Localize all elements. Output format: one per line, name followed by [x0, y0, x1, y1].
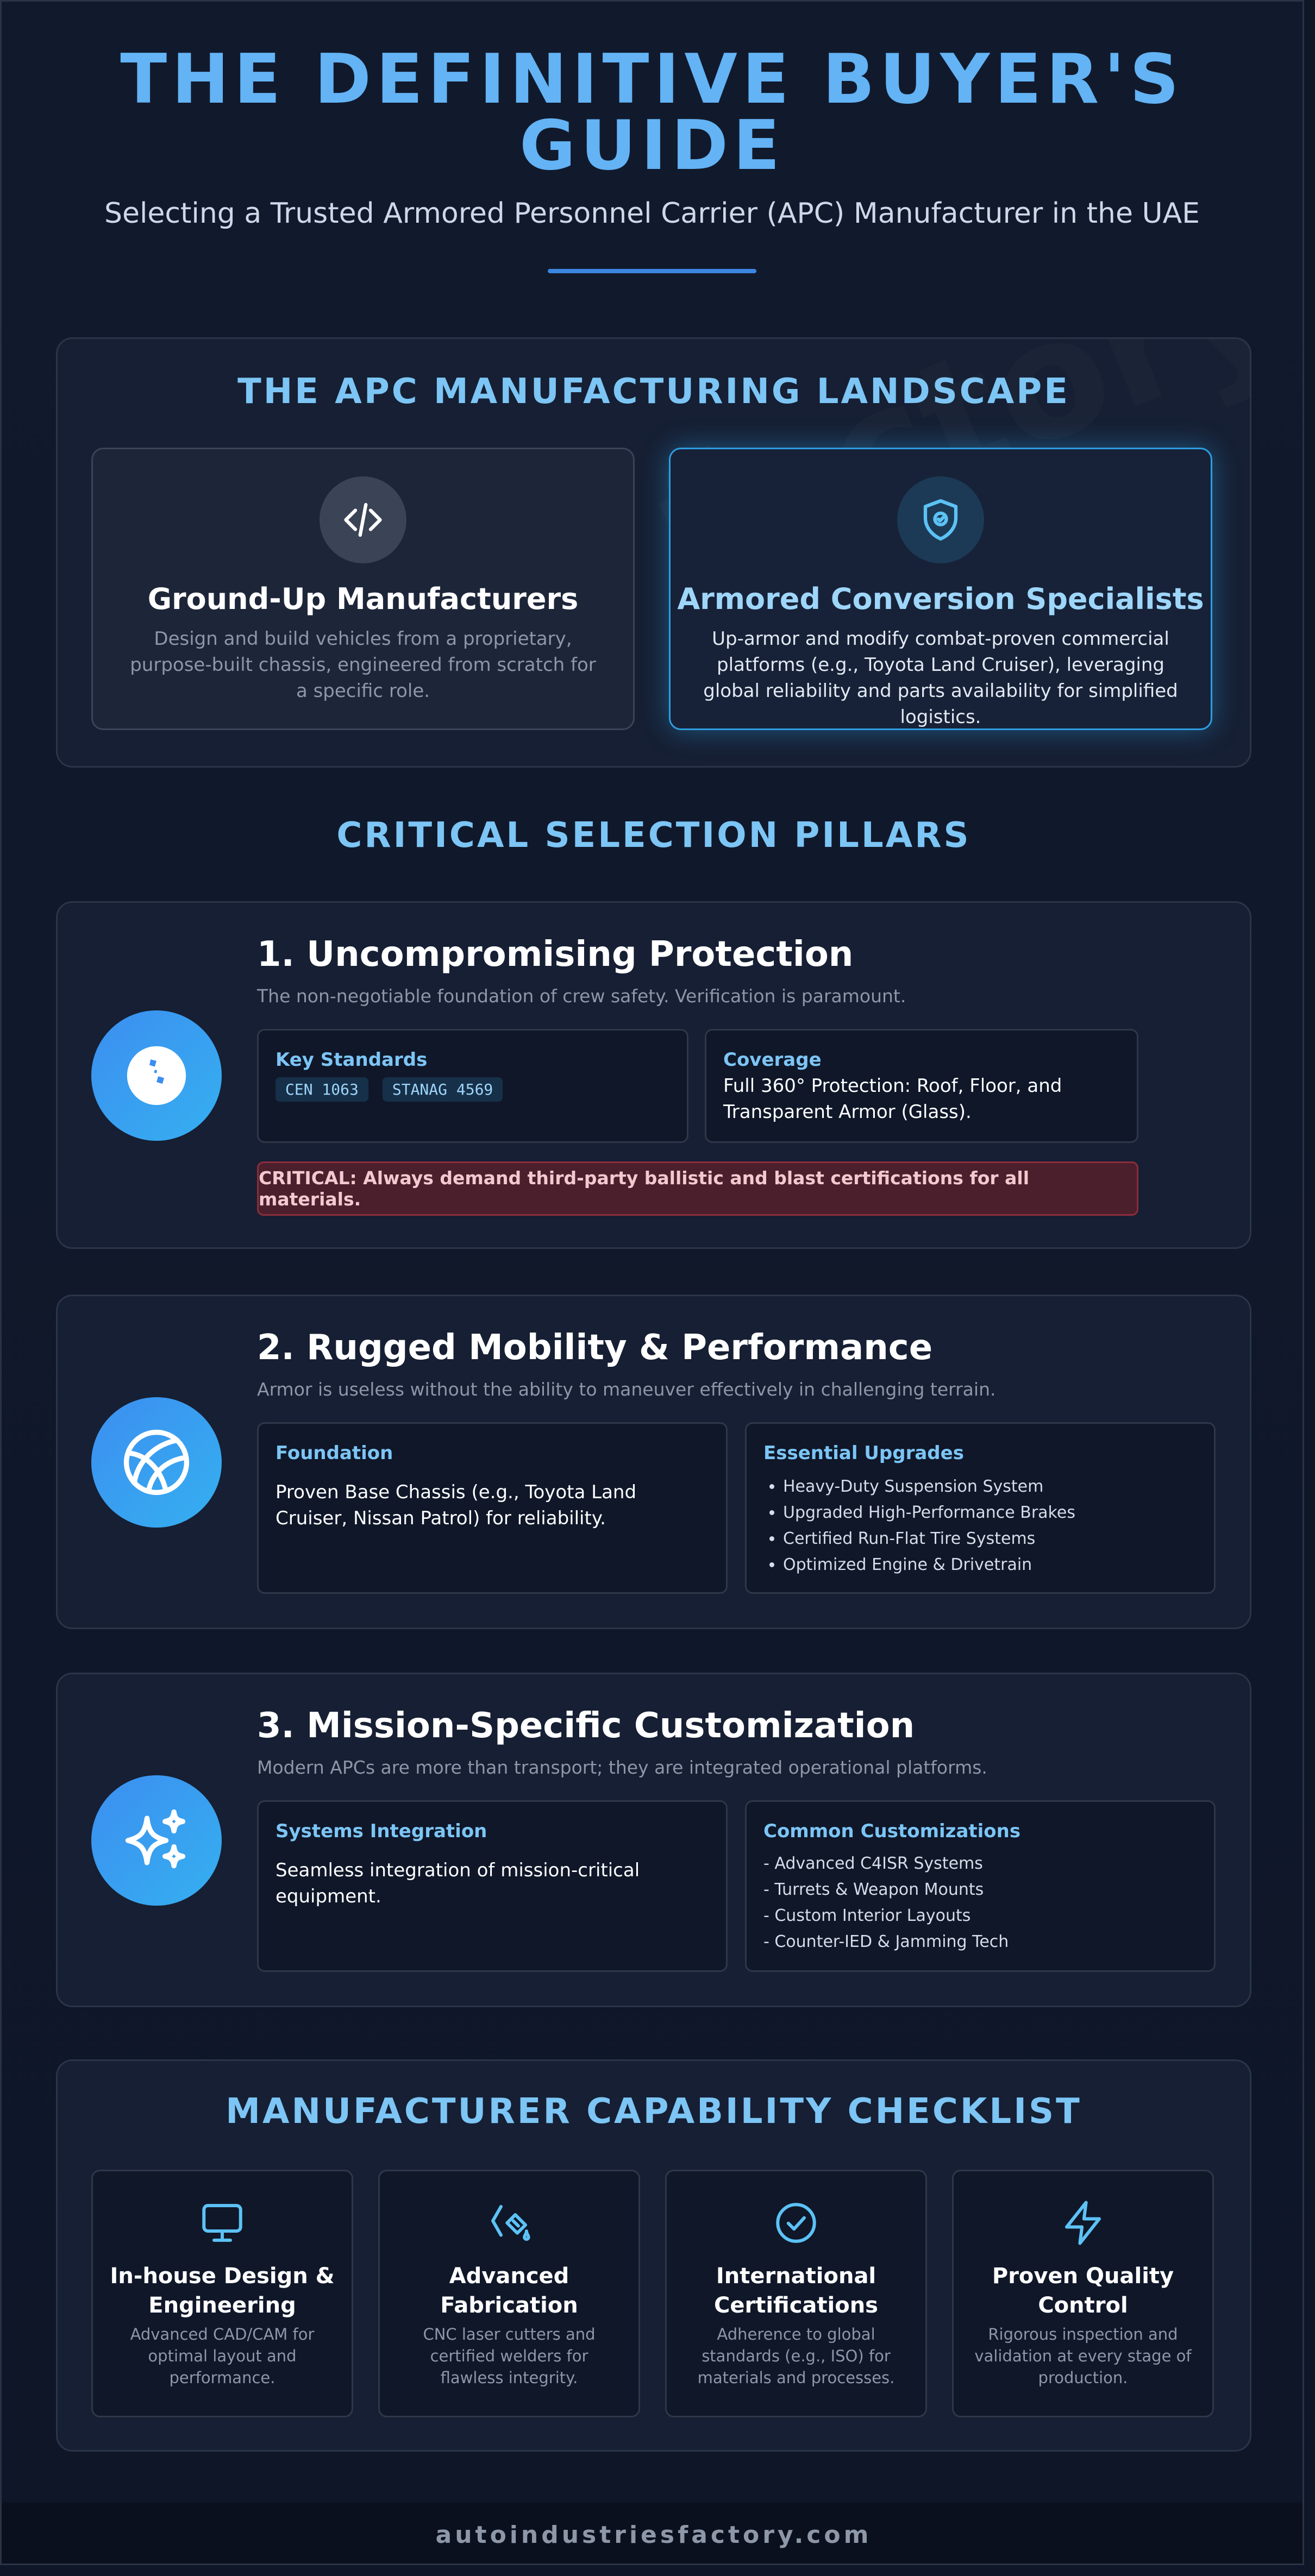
capability-checklist — [56, 2059, 1251, 2452]
landscape-title: THE APC MANUFACTURING LANDSCAPE — [237, 372, 1070, 412]
pillar-title: 2. Rugged Mobility & Performance — [257, 1328, 933, 1368]
monitor-icon — [198, 2198, 247, 2247]
sparkles-icon — [91, 1775, 222, 1906]
compass-icon — [91, 1010, 222, 1141]
pillar-mobility — [56, 1295, 1251, 1629]
standard-tag: STANAG 4569 — [383, 1077, 503, 1102]
page-subtitle: Selecting a Trusted Armored Personnel Carrier (APC) Manufacturer in the UAE — [104, 197, 1200, 230]
pillar-description: The non-negotiable foundation of crew safety. Verification is paramount. — [257, 985, 906, 1007]
box-label: Coverage — [723, 1049, 822, 1071]
list-item: • Optimized Engine & Drivetrain — [783, 1552, 1197, 1578]
box-text: Proven Base Chassis (e.g., Toyota Land Cruiser, Nissan Patrol) for reliability. — [275, 1481, 637, 1529]
checklist-card — [91, 2170, 353, 2417]
checklist-card-title: Advanced Fabrication — [440, 2264, 578, 2318]
checklist-card-title: Proven Quality Control — [992, 2264, 1174, 2318]
key-standards-box — [257, 1029, 688, 1143]
card-text: Up-armor and modify combat-proven commercial platforms (e.g., Toyota Land Cruiser), leveraging global reliability and parts availability for simplified logistics. — [703, 628, 1178, 728]
box-label: Common Customizations — [763, 1820, 1021, 1842]
checklist-card — [665, 2170, 927, 2417]
footer-domain: autoindustriesfactory.com — [2, 2503, 1304, 2565]
shield-icon — [897, 476, 984, 563]
checklist-card-text: Advanced CAD/CAM for optimal layout and performance. — [130, 2325, 315, 2387]
title-divider — [548, 269, 756, 273]
checklist-card-text: CNC laser cutters and certified welders for flawless integrity. — [423, 2325, 596, 2387]
pillar-title: 1. Uncompromising Protection — [257, 934, 854, 975]
box-label: Essential Upgrades — [763, 1442, 964, 1464]
common-customizations-box — [745, 1800, 1216, 1972]
lightning-icon — [1059, 2198, 1107, 2247]
list-item: • Heavy-Duty Suspension System — [783, 1474, 1197, 1500]
checklist-title: MANUFACTURER CAPABILITY CHECKLIST — [226, 2091, 1082, 2132]
pillar-customization — [56, 1673, 1251, 2007]
card-text: Design and build vehicles from a proprietary, purpose-built chassis, engineered from scratch for a specific role. — [130, 628, 596, 702]
list-item: - Custom Interior Layouts — [763, 1906, 971, 1925]
list-item: - Advanced C4ISR Systems — [763, 1854, 983, 1873]
box-text: Seamless integration of mission-critical equipment. — [275, 1859, 640, 1907]
foundation-box — [257, 1422, 728, 1594]
card-title: Ground-Up Manufacturers — [147, 582, 579, 616]
box-label: Foundation — [275, 1442, 393, 1464]
coverage-box — [705, 1029, 1138, 1143]
checklist-card-title: In-house Design & Engineering — [110, 2264, 335, 2318]
landscape-panel — [56, 337, 1251, 768]
check-circle-icon — [772, 2198, 821, 2247]
pillar-title: 3. Mission-Specific Customization — [257, 1706, 915, 1746]
critical-warning: CRITICAL: Always demand third-party ballistic and blast certifications for all materials. — [257, 1161, 1138, 1216]
code-icon — [320, 476, 406, 563]
list-item: • Upgraded High-Performance Brakes — [783, 1500, 1197, 1526]
box-label: Key Standards — [275, 1049, 428, 1071]
ground-up-card — [91, 448, 635, 730]
essential-upgrades-box — [745, 1422, 1216, 1594]
pillar-description: Modern APCs are more than transport; they are integrated operational platforms. — [257, 1757, 987, 1778]
list-item: - Counter-IED & Jamming Tech — [763, 1932, 1009, 1951]
checklist-card-title: International Certifications — [714, 2264, 878, 2318]
pillar-protection — [56, 901, 1251, 1249]
conversion-card — [669, 448, 1212, 730]
card-title: Armored Conversion Specialists — [677, 582, 1204, 616]
ball-icon — [91, 1397, 222, 1528]
page-title: THE DEFINITIVE BUYER'S GUIDE — [120, 39, 1184, 185]
paint-bucket-icon — [485, 2198, 534, 2247]
box-label: Systems Integration — [275, 1820, 487, 1842]
checklist-card-text: Adherence to global standards (e.g., ISO) for materials and processes. — [697, 2325, 895, 2387]
pillars-title: CRITICAL SELECTION PILLARS — [336, 815, 971, 856]
list-item: • Certified Run-Flat Tire Systems — [783, 1526, 1197, 1552]
pillar-description: Armor is useless without the ability to maneuver effectively in challenging terrain. — [257, 1379, 996, 1400]
hero — [2, 2, 1303, 273]
checklist-card — [378, 2170, 640, 2417]
box-text: Full 360° Protection: Roof, Floor, and Transparent Armor (Glass). — [723, 1075, 1062, 1123]
list-item: - Turrets & Weapon Mounts — [763, 1880, 984, 1899]
checklist-card-text: Rigorous inspection and validation at every stage of production. — [974, 2325, 1192, 2387]
standard-tag: CEN 1063 — [275, 1077, 368, 1102]
systems-integration-box — [257, 1800, 728, 1972]
checklist-card — [952, 2170, 1214, 2417]
